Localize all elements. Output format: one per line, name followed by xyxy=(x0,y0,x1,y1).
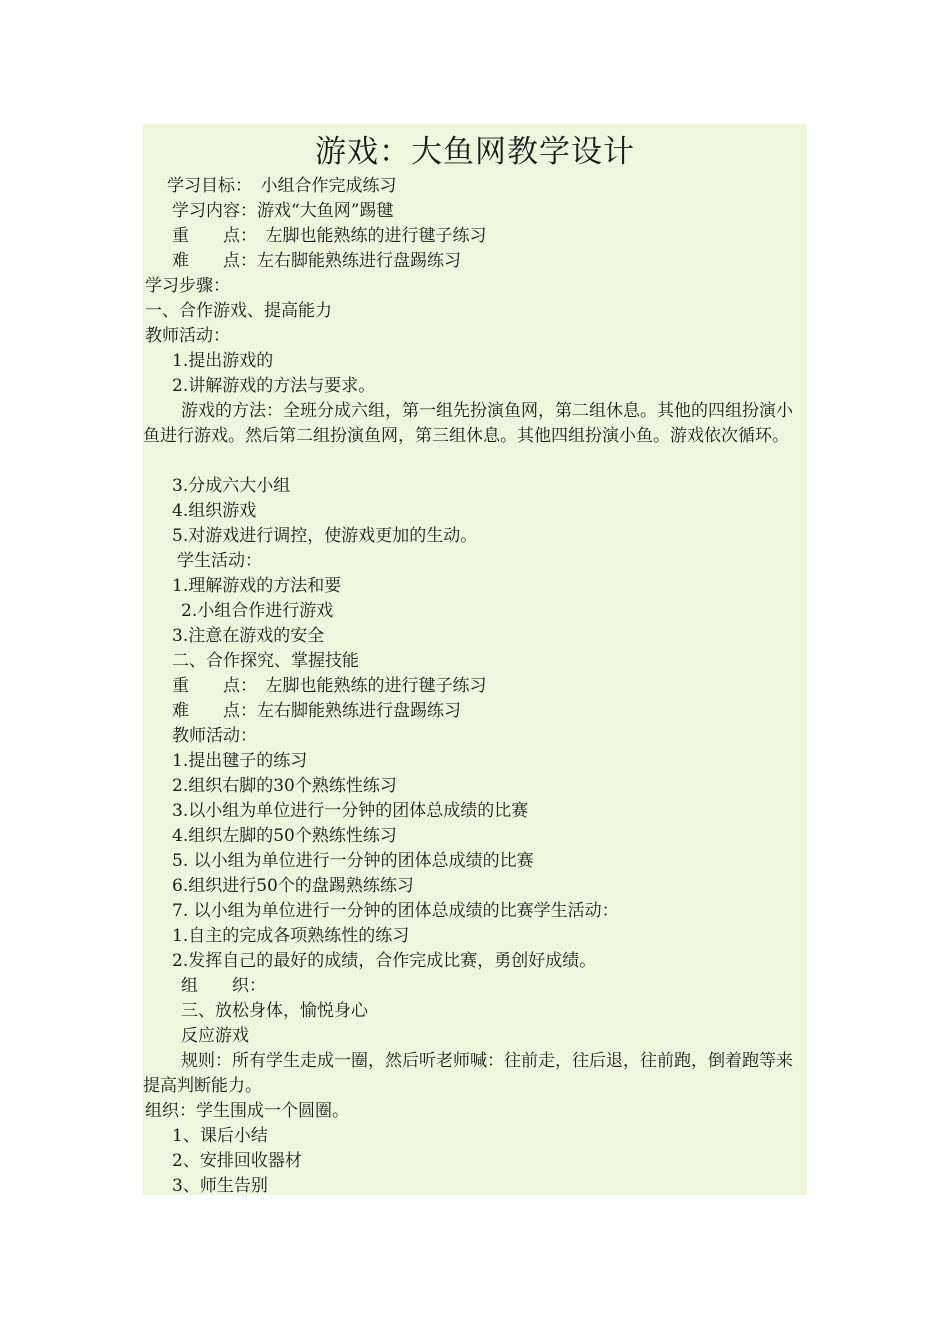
list-item: 2.发挥自己的最好的成绩，合作完成比赛，勇创好成绩。 xyxy=(172,951,597,971)
difficult-point-line: 难 点：左右脚能熟练进行盘踢练习 xyxy=(172,701,461,721)
section-two-heading: 二、合作探究、掌握技能 xyxy=(172,651,359,671)
game-method-paragraph: 游戏的方法：全班分成六组，第一组先扮演鱼网，第二组休息。其他的四组扮演小鱼进行游戏。然后第二组扮演鱼网，第三组休息。其他四组扮演小鱼。游戏依次循环。 xyxy=(143,401,793,446)
section-one-heading: 一、合作游戏、提高能力 xyxy=(145,301,332,321)
list-item: 2.小组合作进行游戏 xyxy=(181,601,334,621)
list-item: 5.对游戏进行调控，使游戏更加的生动。 xyxy=(172,526,478,546)
teacher-activity-heading: 教师活动： xyxy=(172,726,257,746)
learning-content-line: 学习内容：游戏“大鱼网”踢毽 xyxy=(172,201,394,221)
list-item: 3、师生告别 xyxy=(172,1176,268,1196)
list-item: 1.提出游戏的 xyxy=(172,351,274,371)
reaction-game-heading: 反应游戏 xyxy=(181,1026,249,1046)
list-item: 3.以小组为单位进行一分钟的团体总成绩的比赛 xyxy=(172,801,529,821)
list-item: 6.组织进行50个的盘踢熟练练习 xyxy=(172,876,414,896)
list-item: 1.自主的完成各项熟练性的练习 xyxy=(172,926,410,946)
document-content-block xyxy=(143,124,807,1195)
key-point-line: 重 点： 左脚也能熟练的进行毽子练习 xyxy=(172,226,487,246)
list-item: 2.组织右脚的30个熟练性练习 xyxy=(172,776,397,796)
list-item: 2.讲解游戏的方法与要求。 xyxy=(172,376,376,396)
organization-line: 组织：学生围成一个圆圈。 xyxy=(145,1101,349,1121)
list-item: 4.组织游戏 xyxy=(172,501,257,521)
learning-objective-line: 学习目标： 小组合作完成练习 xyxy=(167,176,397,196)
list-item: 1.理解游戏的方法和要 xyxy=(172,576,342,596)
list-item: 5. 以小组为单位进行一分钟的团体总成绩的比赛 xyxy=(172,851,534,871)
organization-heading: 组 织： xyxy=(181,976,266,996)
difficult-point-line: 难 点：左右脚能熟练进行盘踢练习 xyxy=(172,251,461,271)
list-item: 1、课后小结 xyxy=(172,1126,268,1146)
list-item: 2、安排回收器材 xyxy=(172,1151,302,1171)
teacher-activity-heading: 教师活动： xyxy=(145,326,230,346)
list-item: 1.提出毽子的练习 xyxy=(172,751,308,771)
student-activity-heading: 学生活动： xyxy=(177,551,262,571)
section-three-heading: 三、放松身体，愉悦身心 xyxy=(181,1001,368,1021)
list-item: 7. 以小组为单位进行一分钟的团体总成绩的比赛学生活动： xyxy=(172,901,619,921)
list-item: 3.分成六大小组 xyxy=(172,476,291,496)
rules-paragraph: 规则：所有学生走成一圈，然后听老师喊：往前走，往后退，往前跑，倒着跑等来提高判断能力。 xyxy=(143,1051,793,1096)
learning-steps-heading: 学习步骤： xyxy=(145,276,230,296)
list-item: 4.组织左脚的50个熟练性练习 xyxy=(172,826,397,846)
list-item: 3.注意在游戏的安全 xyxy=(172,626,325,646)
key-point-line: 重 点： 左脚也能熟练的进行毽子练习 xyxy=(172,676,487,696)
document-title: 游戏：大鱼网教学设计 xyxy=(315,134,635,170)
